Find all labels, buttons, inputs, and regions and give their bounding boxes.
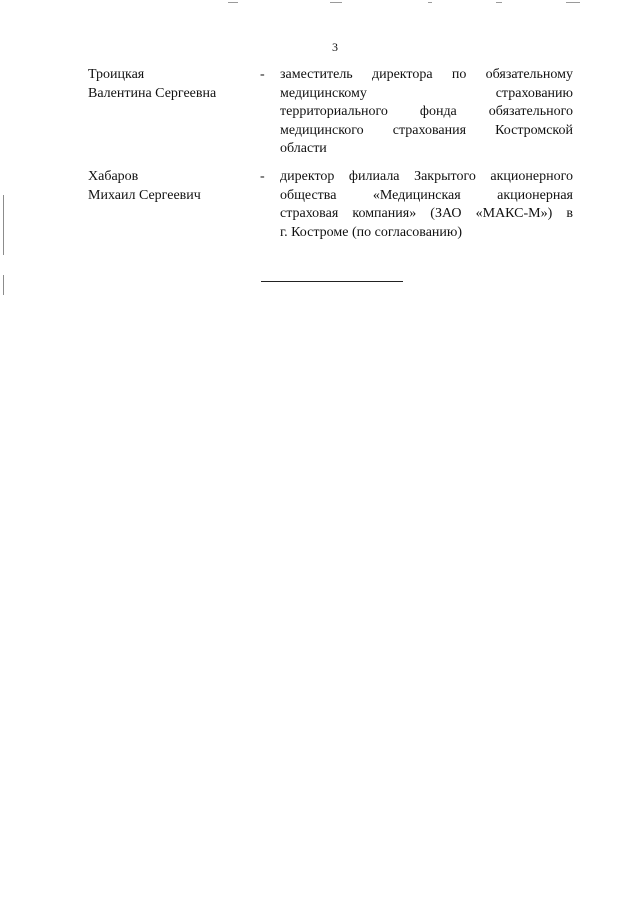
member-name [88,168,248,205]
scan-edge-marks [0,0,640,8]
member-given-names: Михаил Сергеевич [88,187,201,203]
entry-dash: - [260,67,265,82]
position-line: области [280,141,327,156]
position-line: медицинскому страхованию [280,85,573,101]
closing-divider [261,281,403,282]
entry-dash: - [260,169,265,184]
position-line: территориального фонда обязательного [280,104,573,119]
position-line: заместитель директора по обязательному [280,67,573,82]
member-given-names: Валентина Сергеевна [88,85,217,101]
position-line: г. Костроме (по согласованию) [280,224,463,240]
member-name [88,66,248,103]
member-surname: Троицкая [88,67,145,82]
member-surname: Хабаров [88,169,139,184]
position-line: медицинского страхования Костромской [280,122,573,138]
member-position [280,66,573,159]
position-line: общества «Медицинская акционерная [280,187,573,203]
member-position [280,168,573,242]
position-line: директор филиала Закрытого акционерного [280,169,573,184]
position-line: страховая компания» (ЗАО «МАКС-М») в [280,206,573,221]
page-number: 3 [332,40,338,54]
